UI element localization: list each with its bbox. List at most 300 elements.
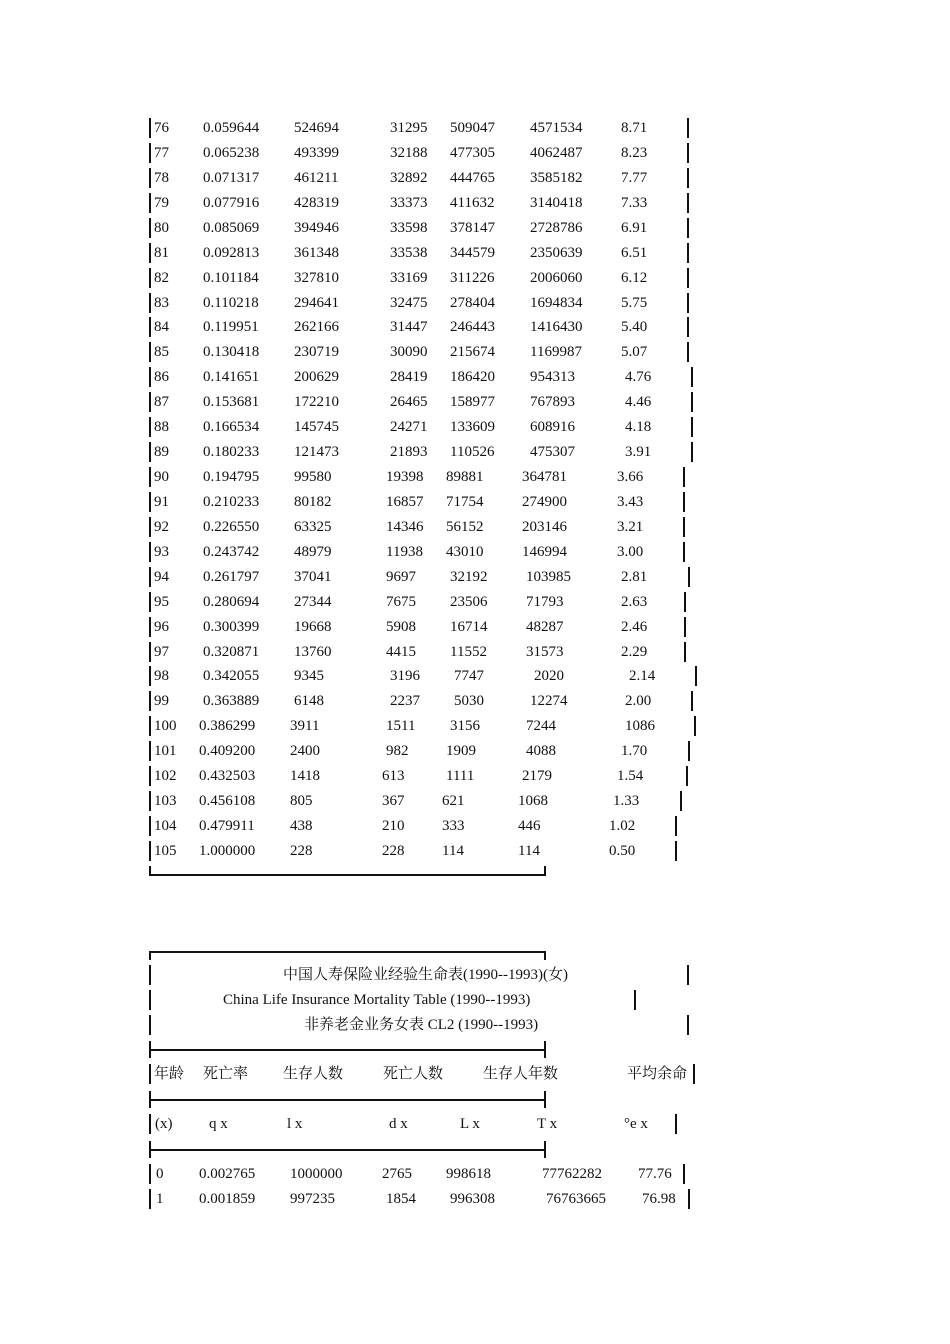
upper-table-cell-lx: 13760: [294, 643, 332, 660]
upper-table-row: [0, 168, 950, 188]
upper-table-cell-Tx: 114: [518, 842, 540, 859]
upper-table-row-right-bar: [691, 392, 693, 412]
upper-table-cell-qx: 0.226550: [203, 518, 260, 535]
upper-table-row-right-bar: [687, 193, 689, 213]
upper-table-row: [0, 317, 950, 337]
lower-table-cell-Lx: 998618: [446, 1166, 491, 1182]
upper-table-cell-qx: 0.456108: [199, 793, 256, 810]
upper-table-row-right-bar: [675, 841, 677, 861]
upper-table-cell-Tx: 12274: [530, 693, 568, 710]
title-right-bar-1: [687, 965, 689, 985]
upper-table-cell-age: 79: [154, 194, 169, 211]
upper-table-row-left-bar: [149, 691, 151, 711]
upper-table-row: [0, 542, 950, 562]
lower-table-top-right-tick: [544, 951, 546, 960]
upper-table-row: [0, 666, 950, 686]
upper-table-row-right-bar: [691, 367, 693, 387]
upper-table-row-right-bar: [687, 243, 689, 263]
upper-table-cell-ex: 5.75: [621, 294, 648, 311]
upper-table-cell-dx: 14346: [386, 518, 424, 535]
upper-table-cell-dx: 9697: [386, 568, 416, 585]
upper-table-row-right-bar: [687, 342, 689, 362]
header-row-symbols: [0, 1114, 950, 1134]
table-subtitle-cn: 非养老金业务女表 CL2 (1990--1993): [304, 1017, 539, 1033]
upper-table-cell-age: 103: [154, 793, 177, 810]
upper-table-cell-dx: 16857: [386, 493, 424, 510]
upper-table-bottom-right-tick: [544, 866, 546, 875]
upper-table-cell-ex: 1.02: [609, 818, 636, 835]
header-cn-right-bar: [693, 1064, 695, 1084]
upper-table-cell-ex: 3.00: [617, 543, 644, 560]
lower-table-cell-lx: 1000000: [290, 1166, 343, 1182]
upper-table-row-left-bar: [149, 542, 151, 562]
upper-table-cell-lx: 27344: [294, 593, 332, 610]
upper-table-cell-lx: 394946: [294, 219, 339, 236]
upper-table-cell-qx: 0.119951: [203, 319, 259, 336]
upper-table-row-right-bar: [683, 517, 685, 537]
title-bottom-rule-left-tick: [149, 1041, 151, 1058]
upper-table-cell-Lx: 509047: [450, 120, 495, 136]
upper-table-cell-lx: 19668: [294, 618, 332, 635]
upper-table-cell-qx: 0.320871: [203, 643, 260, 660]
upper-table-cell-qx: 0.409200: [199, 743, 256, 760]
upper-table-row-right-bar: [684, 592, 686, 612]
upper-table-cell-dx: 3196: [390, 668, 420, 685]
upper-table-cell-Tx: 48287: [526, 618, 564, 635]
upper-table-cell-dx: 19398: [386, 469, 424, 486]
upper-table-cell-ex: 2.29: [621, 643, 648, 660]
upper-table-cell-ex: 1086: [625, 718, 655, 735]
upper-table-cell-ex: 3.91: [625, 444, 652, 461]
upper-table-row-right-bar: [680, 791, 682, 811]
upper-table-cell-Tx: 767893: [530, 394, 575, 411]
upper-table-cell-Tx: 954313: [530, 369, 575, 386]
upper-table-cell-Tx: 146994: [522, 543, 567, 560]
upper-table-cell-lx: 428319: [294, 194, 339, 211]
upper-table-cell-ex: 2.14: [629, 668, 656, 685]
upper-table-cell-qx: 0.210233: [203, 493, 260, 510]
upper-table-cell-lx: 9345: [294, 668, 324, 685]
upper-table-cell-lx: 145745: [294, 419, 339, 436]
header-bottom-rule-left-tick: [149, 1141, 151, 1158]
upper-table-cell-ex: 2.63: [621, 593, 648, 610]
upper-table-cell-ex: 1.54: [617, 768, 644, 785]
upper-table-cell-age: 81: [154, 244, 169, 261]
upper-table-row-left-bar: [149, 816, 151, 836]
lower-table-cell-ex: 76.98: [642, 1191, 676, 1207]
table-title-cn: 中国人寿保险业经验生命表(1990--1993)(女): [283, 967, 568, 983]
upper-table-cell-dx: 32892: [390, 169, 428, 186]
upper-table-cell-Tx: 608916: [530, 419, 575, 436]
upper-table-cell-qx: 0.085069: [203, 219, 260, 236]
upper-table-cell-ex: 2.46: [621, 618, 648, 635]
table-title-en: China Life Insurance Mortality Table (1990--1993): [223, 992, 531, 1008]
upper-table-row: [0, 642, 950, 662]
upper-table-row-left-bar: [149, 741, 151, 761]
upper-table-cell-lx: 2400: [290, 743, 320, 760]
upper-table-row-left-bar: [149, 317, 151, 337]
upper-table-row-right-bar: [687, 168, 689, 188]
upper-table-row: [0, 766, 950, 786]
upper-table-cell-Lx: 56152: [446, 518, 484, 535]
upper-table-cell-Tx: 446: [518, 818, 541, 835]
upper-table-row: [0, 841, 950, 861]
lower-table-top-rule: [149, 951, 546, 953]
upper-table-cell-Tx: 7244: [526, 718, 556, 735]
upper-table-cell-lx: 294641: [294, 294, 339, 311]
header-sym-right-bar: [675, 1114, 677, 1134]
upper-table-cell-Lx: 32192: [450, 568, 488, 585]
upper-table-cell-Tx: 3585182: [530, 169, 583, 186]
upper-table-cell-age: 78: [154, 169, 169, 186]
title-right-bar-2: [634, 990, 636, 1010]
lower-table-cell-Tx: 77762282: [542, 1166, 602, 1182]
upper-table-cell-Lx: 477305: [450, 144, 495, 161]
upper-table-cell-lx: 230719: [294, 344, 339, 361]
upper-table-row-right-bar: [683, 542, 685, 562]
upper-table-row-right-bar: [694, 716, 696, 736]
upper-table-row-right-bar: [691, 417, 693, 437]
upper-table-cell-lx: 63325: [294, 518, 332, 535]
upper-table-cell-lx: 327810: [294, 269, 339, 286]
upper-table-cell-Tx: 3140418: [530, 194, 583, 211]
upper-table-cell-ex: 4.46: [625, 394, 652, 411]
upper-table-cell-dx: 26465: [390, 394, 428, 411]
upper-table-row: [0, 243, 950, 263]
upper-table-cell-Lx: 89881: [446, 469, 484, 486]
upper-table-cell-qx: 0.092813: [203, 244, 260, 261]
upper-table-cell-dx: 31447: [390, 319, 428, 336]
upper-table-row: [0, 816, 950, 836]
upper-table-row-right-bar: [684, 617, 686, 637]
upper-table-cell-age: 101: [154, 743, 177, 760]
upper-table-row: [0, 218, 950, 238]
upper-table-cell-qx: 0.130418: [203, 344, 260, 361]
upper-table-row-right-bar: [688, 567, 690, 587]
upper-table-row-left-bar: [149, 243, 151, 263]
upper-table-cell-ex: 2.81: [621, 568, 648, 585]
upper-table-row-right-bar: [684, 642, 686, 662]
upper-table-row: [0, 392, 950, 412]
title-bottom-rule-right-tick: [544, 1041, 546, 1058]
upper-table-cell-age: 88: [154, 419, 169, 436]
header-sym-left-bar: [149, 1114, 151, 1134]
upper-table-cell-qx: 0.479911: [199, 818, 255, 835]
upper-table-cell-Tx: 4062487: [530, 144, 583, 161]
upper-table-cell-lx: 80182: [294, 493, 332, 510]
upper-table-cell-Tx: 203146: [522, 518, 567, 535]
lower-table-row-left-bar: [149, 1189, 151, 1209]
upper-table-cell-age: 80: [154, 219, 169, 236]
upper-table-row-right-bar: [687, 143, 689, 163]
upper-table-cell-age: 85: [154, 344, 169, 361]
upper-table-cell-lx: 1418: [290, 768, 320, 785]
upper-table-row-right-bar: [686, 766, 688, 786]
upper-table-row-left-bar: [149, 367, 151, 387]
upper-table-cell-Lx: 43010: [446, 543, 484, 560]
upper-table-cell-Tx: 2179: [522, 768, 552, 785]
upper-table-bottom-rule: [149, 874, 546, 876]
upper-table-cell-dx: 5908: [386, 618, 416, 635]
upper-table-cell-ex: 6.51: [621, 244, 648, 261]
upper-table-row: [0, 367, 950, 387]
upper-table-cell-Tx: 2020: [534, 668, 564, 685]
upper-table-cell-dx: 1511: [386, 718, 416, 735]
upper-table-row-left-bar: [149, 218, 151, 238]
upper-table-row-left-bar: [149, 143, 151, 163]
title-right-bar-3: [687, 1015, 689, 1035]
upper-table-cell-qx: 0.261797: [203, 568, 260, 585]
upper-table-row-left-bar: [149, 118, 151, 138]
upper-table-cell-age: 96: [154, 618, 169, 635]
upper-table-cell-dx: 367: [382, 793, 405, 810]
upper-table-cell-dx: 24271: [390, 419, 428, 436]
upper-table-cell-ex: 8.23: [621, 144, 648, 161]
upper-table-cell-qx: 0.363889: [203, 693, 260, 710]
upper-table-row-right-bar: [695, 666, 697, 686]
upper-table-row: [0, 492, 950, 512]
header-row-cn: [0, 1064, 950, 1084]
upper-table-cell-Lx: 621: [442, 793, 465, 810]
upper-table-cell-Tx: 2728786: [530, 219, 583, 236]
upper-table-cell-Tx: 1694834: [530, 294, 583, 311]
upper-table-cell-dx: 31295: [390, 120, 428, 136]
lower-table-cell-ex: 77.76: [638, 1166, 672, 1182]
upper-table-cell-Lx: 1909: [446, 743, 476, 760]
upper-table-cell-Lx: 444765: [450, 169, 495, 186]
upper-table-row: [0, 342, 950, 362]
upper-table-cell-age: 76: [154, 120, 169, 136]
upper-table-cell-lx: 438: [290, 818, 313, 835]
upper-table-row-right-bar: [687, 268, 689, 288]
lower-table-row-left-bar: [149, 1164, 151, 1184]
upper-table-cell-dx: 30090: [390, 344, 428, 361]
upper-table-cell-Lx: 246443: [450, 319, 495, 336]
upper-table-cell-qx: 0.059644: [203, 120, 260, 136]
upper-table-row: [0, 268, 950, 288]
upper-table-cell-dx: 21893: [390, 444, 428, 461]
upper-table-cell-ex: 1.33: [613, 793, 640, 810]
upper-table-cell-ex: 6.91: [621, 219, 648, 236]
upper-table-cell-dx: 11938: [386, 543, 423, 560]
upper-table-cell-lx: 361348: [294, 244, 339, 261]
header-age: 年龄: [154, 1066, 185, 1082]
upper-table-cell-Tx: 103985: [526, 568, 571, 585]
upper-table-cell-age: 77: [154, 144, 169, 161]
upper-table-cell-age: 86: [154, 369, 169, 386]
upper-table-cell-age: 92: [154, 518, 169, 535]
upper-table-cell-age: 97: [154, 643, 169, 660]
upper-table-cell-lx: 37041: [294, 568, 332, 585]
upper-table-cell-qx: 0.194795: [203, 469, 260, 486]
title-left-bar-2: [149, 990, 151, 1010]
upper-table-row-left-bar: [149, 168, 151, 188]
upper-table-row-left-bar: [149, 716, 151, 736]
upper-table-cell-ex: 3.43: [617, 493, 644, 510]
lower-table-cell-lx: 997235: [290, 1191, 335, 1207]
upper-table-cell-age: 95: [154, 593, 169, 610]
upper-table-cell-Lx: 333: [442, 818, 465, 835]
upper-table-row: [0, 691, 950, 711]
upper-table-row-left-bar: [149, 592, 151, 612]
header-sym-ex: °e x: [624, 1116, 648, 1132]
upper-table-cell-Lx: 311226: [450, 269, 495, 286]
lower-table-cell-dx: 1854: [386, 1191, 416, 1207]
upper-table-cell-dx: 613: [382, 768, 405, 785]
upper-table-cell-age: 83: [154, 294, 169, 311]
upper-table-cell-age: 99: [154, 693, 169, 710]
upper-table-bottom-left-tick: [149, 866, 151, 875]
upper-table-cell-Tx: 71793: [526, 593, 564, 610]
upper-table-cell-qx: 0.342055: [203, 668, 260, 685]
upper-table-cell-age: 100: [154, 718, 177, 735]
upper-table-row-right-bar: [691, 442, 693, 462]
upper-table-cell-Tx: 2350639: [530, 244, 583, 261]
upper-table-cell-Lx: 7747: [454, 668, 484, 685]
upper-table-row-right-bar: [687, 118, 689, 138]
upper-table-row-left-bar: [149, 517, 151, 537]
upper-table-cell-ex: 5.07: [621, 344, 648, 361]
upper-table-row-right-bar: [687, 293, 689, 313]
title-left-bar-1: [149, 965, 151, 985]
lower-table-cell-Tx: 76763665: [546, 1191, 606, 1207]
upper-table-row: [0, 293, 950, 313]
upper-table-row-right-bar: [683, 467, 685, 487]
upper-table-row: [0, 118, 950, 138]
upper-table-cell-qx: 0.243742: [203, 543, 260, 560]
upper-table-cell-lx: 524694: [294, 120, 339, 136]
lower-table-cell-Lx: 996308: [450, 1191, 495, 1207]
upper-table-cell-ex: 2.00: [625, 693, 652, 710]
header-middle-rule-left-tick: [149, 1091, 151, 1108]
upper-table-cell-Lx: 23506: [450, 593, 488, 610]
upper-table-row-left-bar: [149, 342, 151, 362]
upper-table-row: [0, 716, 950, 736]
header-survivors: 生存人数: [283, 1066, 344, 1082]
upper-table-cell-qx: 0.300399: [203, 618, 260, 635]
header-person-years: 生存人年数: [483, 1066, 559, 1082]
upper-table-cell-qx: 0.065238: [203, 144, 260, 161]
header-sym-x: (x): [155, 1116, 173, 1132]
header-middle-rule: [149, 1099, 546, 1101]
upper-table-cell-ex: 4.18: [625, 419, 652, 436]
upper-table-row-left-bar: [149, 392, 151, 412]
lower-table-row-right-bar: [688, 1189, 690, 1209]
upper-table-cell-Tx: 2006060: [530, 269, 583, 286]
upper-table-cell-dx: 28419: [390, 369, 428, 386]
upper-table-cell-qx: 0.110218: [203, 294, 259, 311]
upper-table-cell-Lx: 1111: [446, 768, 475, 785]
upper-table-cell-lx: 121473: [294, 444, 339, 461]
upper-table-cell-lx: 262166: [294, 319, 339, 336]
upper-table-cell-Tx: 364781: [522, 469, 567, 486]
upper-table-cell-lx: 493399: [294, 144, 339, 161]
upper-table-cell-ex: 7.77: [621, 169, 648, 186]
header-bottom-rule: [149, 1149, 546, 1151]
upper-table-cell-qx: 1.000000: [199, 842, 256, 859]
upper-table-cell-dx: 2237: [390, 693, 420, 710]
upper-table-cell-dx: 32188: [390, 144, 428, 161]
header-sym-Lx: L x: [460, 1116, 480, 1132]
upper-table-cell-qx: 0.071317: [203, 169, 260, 186]
upper-table-cell-age: 102: [154, 768, 177, 785]
upper-table-cell-Lx: 344579: [450, 244, 495, 261]
upper-table-cell-qx: 0.141651: [203, 369, 260, 386]
upper-table-row-left-bar: [149, 492, 151, 512]
upper-table-row-right-bar: [687, 218, 689, 238]
upper-table-cell-Lx: 71754: [446, 493, 484, 510]
lower-table-cell-age: 0: [156, 1166, 164, 1182]
upper-table-cell-ex: 3.21: [617, 518, 644, 535]
upper-table-cell-Tx: 1416430: [530, 319, 583, 336]
upper-table-cell-dx: 4415: [386, 643, 416, 660]
upper-table-row-right-bar: [687, 317, 689, 337]
header-cn-left-bar: [149, 1064, 151, 1084]
upper-table-cell-dx: 33598: [390, 219, 428, 236]
header-sym-qx: q x: [209, 1116, 228, 1132]
upper-table-row: [0, 193, 950, 213]
upper-table-cell-dx: 982: [386, 743, 409, 760]
upper-table-cell-qx: 0.166534: [203, 419, 260, 436]
upper-table-cell-age: 94: [154, 568, 169, 585]
upper-table-cell-Tx: 4088: [526, 743, 556, 760]
upper-table-row: [0, 517, 950, 537]
upper-table-cell-ex: 7.33: [621, 194, 648, 211]
upper-table-row: [0, 442, 950, 462]
header-middle-rule-right-tick: [544, 1091, 546, 1108]
upper-table-cell-qx: 0.153681: [203, 394, 260, 411]
upper-table-row-left-bar: [149, 442, 151, 462]
upper-table-cell-Lx: 215674: [450, 344, 495, 361]
upper-table-cell-ex: 6.12: [621, 269, 648, 286]
upper-table-cell-dx: 33169: [390, 269, 428, 286]
upper-table-cell-qx: 0.180233: [203, 444, 260, 461]
upper-table-row: [0, 791, 950, 811]
upper-table-cell-age: 87: [154, 394, 169, 411]
upper-table-cell-qx: 0.077916: [203, 194, 260, 211]
lower-table-row: [0, 1164, 950, 1184]
upper-table-row-right-bar: [683, 492, 685, 512]
upper-table-cell-Tx: 475307: [530, 444, 575, 461]
upper-table-row-left-bar: [149, 642, 151, 662]
upper-table-row-right-bar: [691, 691, 693, 711]
upper-table-cell-dx: 33373: [390, 194, 428, 211]
upper-table-cell-dx: 228: [382, 842, 405, 859]
upper-table-row-left-bar: [149, 467, 151, 487]
upper-table-cell-lx: 461211: [294, 169, 339, 186]
upper-table-cell-Tx: 274900: [522, 493, 567, 510]
upper-table-cell-dx: 210: [382, 818, 405, 835]
header-mortality-rate: 死亡率: [203, 1066, 249, 1082]
upper-table-cell-Lx: 278404: [450, 294, 495, 311]
upper-table-cell-Tx: 4571534: [530, 120, 583, 136]
upper-table-row-left-bar: [149, 293, 151, 313]
upper-table-cell-lx: 6148: [294, 693, 324, 710]
upper-table-row-right-bar: [675, 816, 677, 836]
title-bottom-rule: [149, 1049, 546, 1051]
upper-table-row-left-bar: [149, 417, 151, 437]
upper-table-cell-Lx: 114: [442, 842, 464, 859]
upper-table-cell-age: 104: [154, 818, 177, 835]
upper-table-row-left-bar: [149, 766, 151, 786]
upper-table-cell-age: 82: [154, 269, 169, 286]
upper-table-row-right-bar: [688, 741, 690, 761]
upper-table-row: [0, 417, 950, 437]
lower-table-cell-qx: 0.002765: [199, 1166, 256, 1182]
upper-table-cell-age: 84: [154, 319, 169, 336]
upper-table-cell-ex: 0.50: [609, 842, 636, 859]
upper-table-row-left-bar: [149, 617, 151, 637]
